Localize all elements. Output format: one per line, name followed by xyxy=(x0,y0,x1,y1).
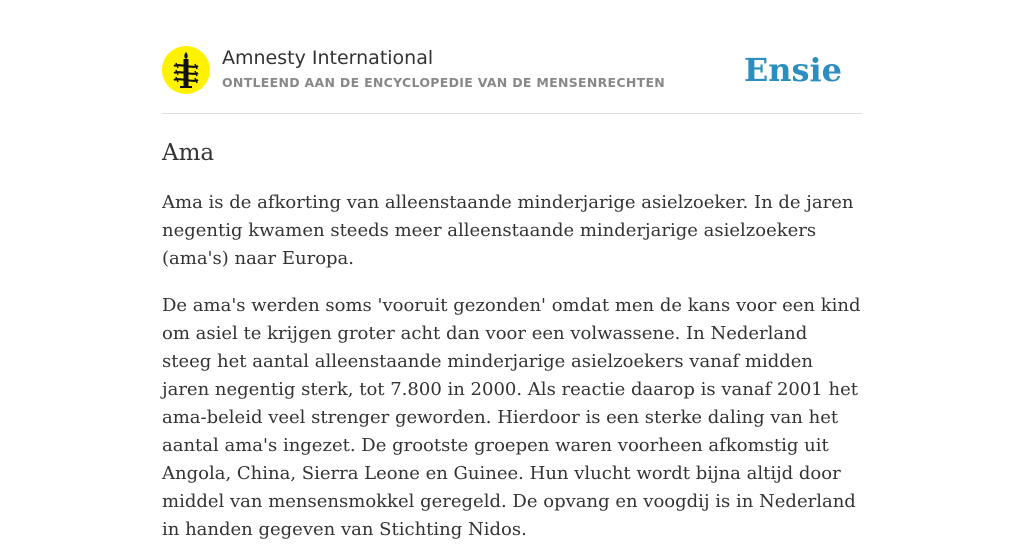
page xyxy=(162,0,862,544)
article-paragraph: De ama's werden soms 'vooruit gezonden' omdat men de kans voor een kind om asiel te krijgen groter acht dan voor een volwassene. In Nederland steeg het aantal alleenstaande minderjarige asielzoekers vanaf midden jaren negentig sterk, tot 7.800 in 2000. Als reactie daarop is vanaf 2001 het ama-beleid veel strenger geworden. Hierdoor is een sterke daling van het aantal ama's ingezet. De grootste groepen waren voorheen afkomstig uit Angola, China, Sierra Leone en Guinee. Hun vlucht wordt bijna altijd door middel van mensensmokkel geregeld. De opvang en voogdij is in Nederland in handen gegeven van Stichting Nidos. xyxy=(162,295,861,540)
header-divider xyxy=(162,113,862,114)
article-title: Ama xyxy=(162,140,215,166)
amnesty-logo[interactable] xyxy=(162,46,210,94)
amnesty-candle-icon xyxy=(162,46,210,94)
header xyxy=(162,46,862,96)
source-title[interactable]: Amnesty International xyxy=(222,47,434,69)
ensie-brand-logo[interactable]: Ensie xyxy=(743,51,842,89)
article-paragraph: Ama is de afkorting van alleenstaande minderjarige asielzoeker. In de jaren negentig kwamen steeds meer alleenstaande minderjarige asielzoekers (ama's) naar Europa. xyxy=(162,192,854,269)
source-subtitle: ONTLEEND AAN DE ENCYCLOPEDIE VAN DE MENSENRECHTEN xyxy=(222,75,666,90)
